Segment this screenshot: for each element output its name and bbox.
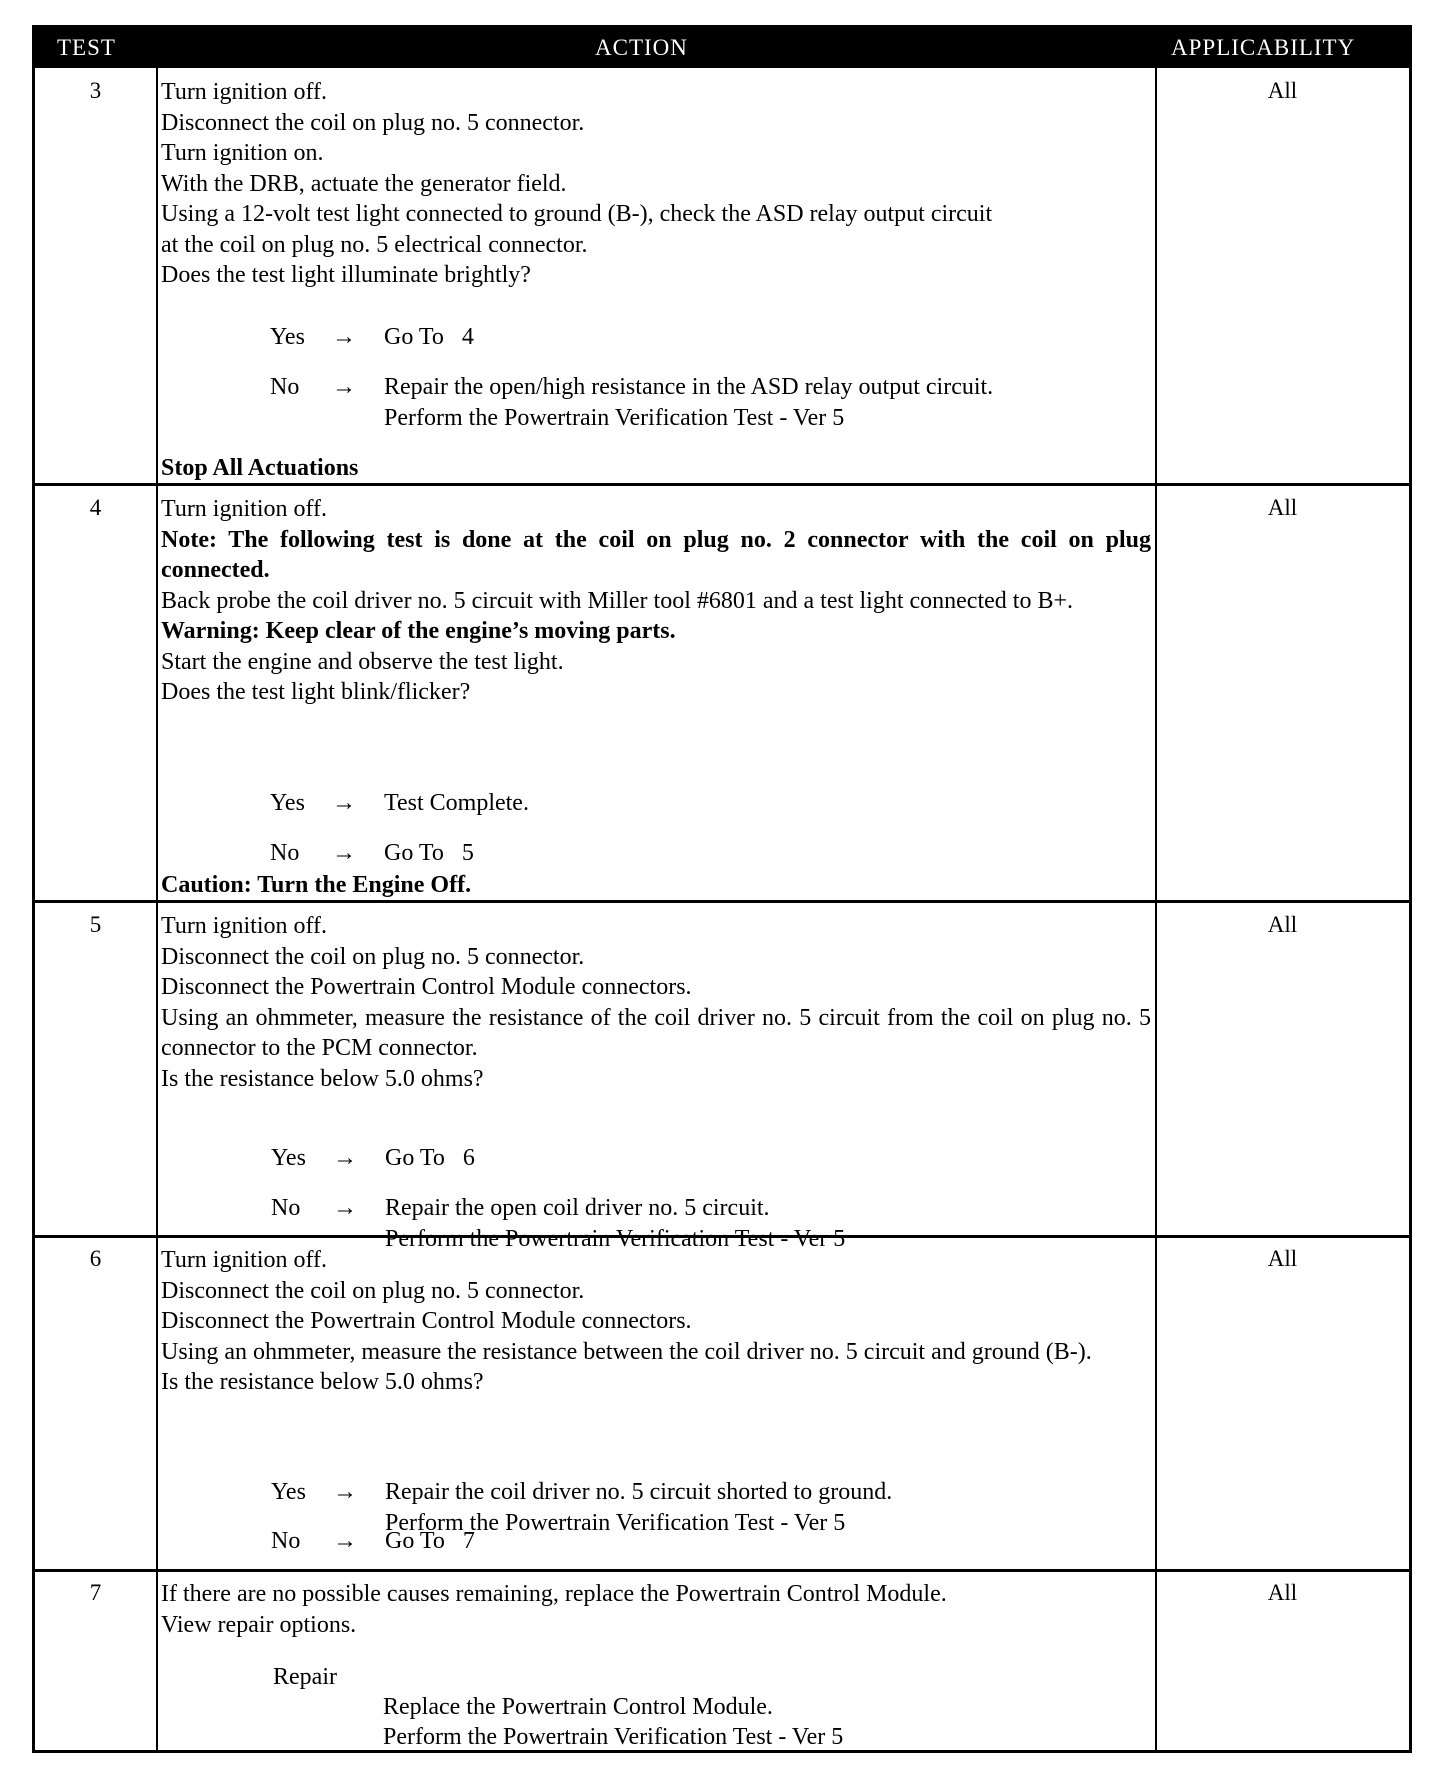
test-number: 6	[89, 1246, 102, 1271]
no-label: No	[271, 1195, 301, 1221]
row-footer-note: Stop All Actuations	[161, 455, 359, 481]
repair-label: Repair	[273, 1664, 337, 1690]
note-text: Note: The following test is done at the coil on plug no. 2 connector with the coil on plug connected.	[161, 526, 1151, 583]
action-line: Is the resistance below 5.0 ohms?	[161, 1369, 484, 1395]
action-line: Start the engine and observe the test light.	[161, 648, 564, 675]
action-line: Disconnect the coil on plug no. 5 connector.	[161, 943, 585, 970]
column-divider	[1155, 68, 1157, 1750]
applicability-value: All	[1267, 912, 1298, 937]
yes-result: Repair the coil driver no. 5 circuit shorted to ground.	[385, 1479, 893, 1505]
action-line: Disconnect the coil on plug no. 5 connector.	[161, 1277, 585, 1304]
diagnostic-table	[32, 25, 1412, 1753]
action-line: Disconnect the Powertrain Control Module connectors.	[161, 974, 692, 1000]
no-result-detail: Perform the Powertrain Verification Test - Ver 5	[384, 404, 845, 431]
action-line: Back probe the coil driver no. 5 circuit with Miller tool #6801 and a test light connected to B+.	[161, 587, 1073, 614]
yes-result: Go To 4	[384, 324, 474, 350]
action-line: Turn ignition off.	[161, 79, 328, 105]
no-label: No	[271, 1528, 301, 1554]
action-steps	[161, 1579, 1151, 1640]
action-line: With the DRB, actuate the generator field.	[161, 170, 567, 197]
arrow-right-icon: →	[333, 1145, 357, 1171]
action-steps	[161, 911, 1151, 1094]
arrow-right-icon: →	[333, 1195, 357, 1221]
action-line: If there are no possible causes remaining, replace the Powertrain Control Module.	[161, 1581, 947, 1607]
no-result: Go To 5	[384, 840, 474, 866]
action-line: Does the test light blink/flicker?	[161, 679, 471, 705]
no-result-detail: Perform the Powertrain Verification Test - Ver 5	[385, 1225, 846, 1252]
yes-label: Yes	[271, 1145, 306, 1171]
action-line: Disconnect the Powertrain Control Module connectors.	[161, 1308, 692, 1334]
applicability-value: All	[1267, 1580, 1298, 1605]
yes-label: Yes	[270, 790, 305, 816]
action-line: Turn ignition off.	[161, 913, 328, 939]
action-line: at the coil on plug no. 5 electrical connector.	[161, 231, 588, 258]
arrow-right-icon: →	[332, 790, 356, 816]
action-steps	[161, 77, 1151, 291]
applicability-value: All	[1267, 78, 1298, 103]
action-line: Is the resistance below 5.0 ohms?	[161, 1065, 484, 1092]
yes-result-detail: Perform the Powertrain Verification Test - Ver 5	[385, 1509, 846, 1536]
no-result: Go To 7	[385, 1528, 475, 1554]
no-label: No	[270, 840, 300, 866]
warning-text: Warning: Keep clear of the engine’s moving parts.	[161, 618, 676, 644]
applicability-value: All	[1267, 1246, 1298, 1271]
action-line: Using a 12-volt test light connected to ground (B-), check the ASD relay output circuit	[161, 201, 993, 227]
yes-label: Yes	[270, 324, 305, 350]
action-line: Turn ignition off.	[161, 1247, 328, 1273]
row-footer-note: Caution: Turn the Engine Off.	[161, 872, 472, 898]
no-result: Repair the open coil driver no. 5 circuit.	[385, 1195, 770, 1221]
no-result: Repair the open/high resistance in the ASD relay output circuit.	[384, 374, 994, 400]
applicability-value: All	[1267, 495, 1298, 520]
arrow-right-icon: →	[332, 374, 356, 400]
action-line: Does the test light illuminate brightly?	[161, 262, 531, 288]
action-line: Using an ohmmeter, measure the resistance between the coil driver no. 5 circuit and ground (B-).	[161, 1338, 1092, 1365]
action-line: Using an ohmmeter, measure the resistance of the coil driver no. 5 circuit from the coil on plug no. 5 connector to the PCM connector.	[161, 1004, 1151, 1061]
action-line: Turn ignition on.	[161, 140, 324, 166]
test-number: 5	[89, 912, 102, 937]
repair-step: Replace the Powertrain Control Module.	[383, 1694, 773, 1720]
action-line: View repair options.	[161, 1611, 357, 1638]
row-divider	[35, 1569, 1409, 1572]
yes-result: Go To 6	[385, 1145, 475, 1171]
table-header	[35, 28, 1409, 68]
header-action: ACTION	[595, 35, 688, 60]
test-number: 7	[89, 1580, 102, 1605]
header-applicability: APPLICABILITY	[1171, 35, 1356, 60]
yes-label: Yes	[271, 1479, 306, 1505]
action-steps	[161, 494, 1151, 708]
test-number: 3	[89, 78, 102, 103]
arrow-right-icon: →	[332, 324, 356, 350]
repair-step: Perform the Powertrain Verification Test - Ver 5	[383, 1724, 844, 1750]
action-line: Disconnect the coil on plug no. 5 connector.	[161, 109, 585, 136]
arrow-right-icon: →	[332, 840, 356, 866]
arrow-right-icon: →	[333, 1479, 357, 1505]
yes-result: Test Complete.	[384, 790, 529, 816]
arrow-right-icon: →	[333, 1528, 357, 1554]
no-label: No	[270, 374, 300, 400]
test-number: 4	[89, 495, 102, 520]
action-steps	[161, 1245, 1151, 1398]
header-test: TEST	[57, 35, 116, 60]
column-divider	[156, 68, 158, 1750]
action-line: Turn ignition off.	[161, 496, 328, 522]
